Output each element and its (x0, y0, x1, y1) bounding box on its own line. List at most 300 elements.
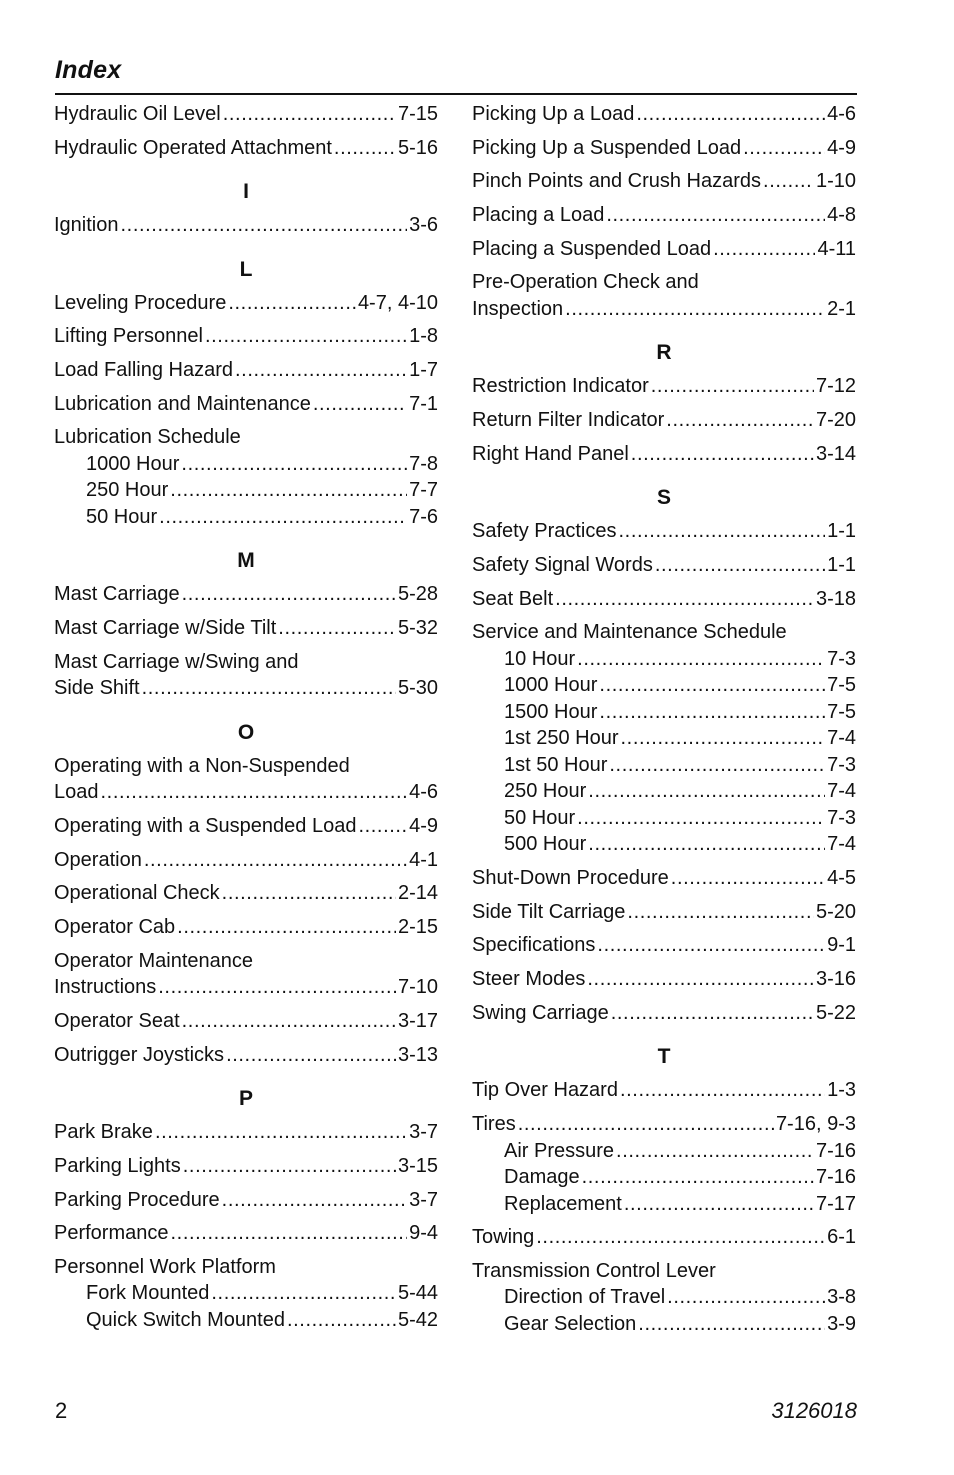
dot-leader (211, 1280, 396, 1307)
page-reference: 1-10 (815, 170, 856, 193)
entry-term: 50 Hour (504, 806, 576, 829)
index-entry-line (54, 1153, 438, 1180)
entry-term: Parking Procedure (54, 1188, 220, 1211)
dot-leader (713, 236, 815, 263)
page-reference: 7-3 (827, 806, 856, 829)
section-letter: P (238, 1087, 253, 1111)
index-entry-line (472, 932, 856, 959)
page-reference: 3-15 (397, 1154, 438, 1177)
entry-term: Air Pressure (504, 1139, 615, 1162)
entry-term: Operator Cab (54, 916, 176, 939)
page-reference: 3-18 (815, 587, 856, 610)
entry-term: Lifting Personnel (54, 325, 203, 348)
index-entry-line (472, 135, 856, 162)
entry-term: Mast Carriage (54, 583, 180, 606)
entry-term: Operating with a Suspended Load (54, 815, 357, 837)
entry-term: 1500 Hour (504, 700, 598, 723)
dot-leader (205, 323, 407, 350)
dot-leader (597, 932, 825, 959)
page-reference: 3-13 (397, 1043, 438, 1066)
page-reference: 7-17 (815, 1192, 856, 1215)
entry-term: Specifications (472, 934, 596, 957)
page-reference: 1-1 (827, 520, 856, 543)
page-reference: 5-28 (397, 583, 438, 606)
page-reference: 7-3 (827, 753, 856, 776)
dot-leader (636, 101, 825, 128)
dot-leader (101, 779, 408, 806)
entry-term: Placing a Suspended Load (472, 237, 712, 260)
page-reference: 3-8 (827, 1286, 856, 1309)
page-reference: 4-8 (827, 204, 856, 227)
page-reference: 3-17 (397, 1009, 438, 1032)
page-reference: 4-1 (409, 848, 438, 871)
dot-leader (177, 914, 396, 941)
page-reference: 2-15 (397, 916, 438, 939)
dot-leader (599, 699, 825, 726)
page-reference: 2-14 (397, 882, 438, 905)
index-entry (54, 424, 438, 530)
entry-term: Park Brake (54, 1121, 153, 1144)
entry-term: Service and Maintenance Schedule (472, 621, 787, 644)
index-entry (54, 914, 438, 941)
index-section (472, 101, 856, 322)
index-subentry (472, 752, 856, 779)
page-reference: 4-6 (827, 103, 856, 125)
dot-leader (287, 1307, 396, 1334)
index-entry (54, 101, 438, 128)
index-entry-line (54, 212, 438, 239)
index-entry-line (54, 813, 438, 840)
index-section (472, 339, 856, 467)
index-entry-line (54, 779, 438, 806)
index-entry (472, 441, 856, 468)
dot-leader (182, 1008, 396, 1035)
index-entry (54, 357, 438, 384)
dot-leader (222, 880, 396, 907)
page-reference: 4-9 (827, 136, 856, 159)
page-reference: 5-32 (397, 617, 438, 640)
entry-term: Load Falling Hazard (54, 359, 233, 382)
index-entry-line (472, 1111, 856, 1138)
entry-term: Lubrication and Maintenance (54, 392, 311, 415)
index-entry (54, 813, 438, 840)
index-entry-line (54, 357, 438, 384)
entry-term: Side Shift (54, 677, 140, 700)
page-reference: 4-11 (817, 237, 856, 260)
page-reference: 7-10 (397, 976, 438, 999)
page-reference: 3-6 (409, 214, 438, 237)
section-letter: R (656, 341, 672, 365)
index-entry-line (472, 552, 856, 579)
index-entry-line (472, 1077, 856, 1104)
index-entry-line (472, 1000, 856, 1027)
dot-leader (181, 451, 407, 478)
index-entry (472, 1224, 856, 1251)
page-reference: 7-16 (815, 1166, 856, 1188)
index-column-right (472, 101, 856, 1345)
entry-term: Leveling Procedure (54, 291, 227, 314)
entry-term: Parking Lights (54, 1154, 181, 1177)
index-entry-line (54, 675, 438, 702)
entry-term: Placing a Load (472, 204, 605, 227)
section-letter: I (243, 180, 249, 204)
section-letter: M (237, 549, 255, 573)
index-entry-line (54, 1008, 438, 1035)
entry-term: Direction of Travel (504, 1286, 666, 1309)
page-reference: 7-12 (815, 375, 856, 398)
section-letter: S (656, 486, 671, 510)
index-entry (54, 1220, 438, 1247)
index-section (472, 1043, 856, 1337)
page-number: 2 (55, 1398, 68, 1423)
dot-leader (142, 675, 396, 702)
index-entry-line (54, 1042, 438, 1069)
index-entry-line (54, 753, 438, 780)
dot-leader (611, 1000, 814, 1027)
index-entry-line (472, 899, 856, 926)
entry-term: Swing Carriage (472, 1001, 609, 1024)
index-entry (472, 168, 856, 195)
index-entry (472, 619, 856, 858)
dot-leader (582, 1164, 814, 1191)
index-column-left (54, 101, 438, 1341)
document-number: 3126018 (771, 1398, 857, 1423)
index-entry (54, 847, 438, 874)
dot-leader (555, 586, 814, 613)
dot-leader (651, 373, 814, 400)
dot-leader (121, 212, 408, 239)
page-reference: 5-42 (397, 1308, 438, 1331)
index-entry (472, 932, 856, 959)
entry-term: Ignition (54, 214, 119, 237)
entry-term: Picking Up a Suspended Load (472, 136, 742, 159)
entry-term: Fork Mounted (86, 1282, 210, 1305)
index-subentry (54, 451, 438, 478)
index-entry-line (54, 391, 438, 418)
entry-term: 250 Hour (86, 479, 169, 502)
entry-term: Seat Belt (472, 587, 554, 610)
index-entry-line (54, 1254, 438, 1281)
index-entry-line (472, 1258, 856, 1285)
index-subentry (472, 1138, 856, 1165)
index-entry (54, 581, 438, 608)
page-reference: 3-16 (815, 968, 856, 991)
index-entry-line (54, 974, 438, 1001)
page-reference: 7-8 (409, 452, 438, 475)
page-reference: 7-3 (827, 647, 856, 670)
page-reference: 1-3 (827, 1079, 856, 1102)
index-entry-line (54, 581, 438, 608)
dot-leader (631, 441, 814, 468)
dot-leader (158, 974, 396, 1001)
page-reference: 7-1 (409, 392, 438, 415)
index-section (54, 547, 438, 701)
index-entry-line (54, 290, 438, 317)
index-entry (54, 615, 438, 642)
dot-leader (621, 725, 826, 752)
index-entry-line (54, 847, 438, 874)
page-reference: 3-7 (409, 1188, 438, 1211)
index-entry (54, 212, 438, 239)
entry-term: Replacement (504, 1192, 622, 1215)
dot-leader (278, 615, 396, 642)
index-entry (54, 753, 438, 806)
entry-term: Lubrication Schedule (54, 426, 241, 449)
index-subentry (472, 646, 856, 673)
index-entry-line (54, 1187, 438, 1214)
index-entry (472, 966, 856, 993)
page-reference: 5-30 (397, 677, 438, 700)
index-entry-line (54, 948, 438, 975)
entry-term: Operating with a Non-Suspended (54, 754, 350, 777)
dot-leader (577, 646, 825, 673)
header-divider (55, 93, 857, 95)
index-entry-line (472, 441, 856, 468)
page-reference: 7-4 (827, 727, 856, 750)
page-reference: 7-15 (397, 103, 438, 125)
index-entry-line (54, 615, 438, 642)
index-entry-line (54, 1220, 438, 1247)
entry-term: Safety Signal Words (472, 554, 653, 576)
index-entry-line (54, 649, 438, 676)
dot-leader (599, 672, 825, 699)
index-entry-line (472, 407, 856, 434)
index-entry-line (472, 168, 856, 195)
index-section (472, 484, 856, 1026)
page-reference: 4-7, 4-10 (357, 291, 438, 314)
index-subentry (472, 1164, 856, 1191)
section-letter: O (237, 720, 255, 744)
dot-leader (222, 1187, 407, 1214)
page-reference: 7-7 (409, 479, 438, 502)
index-entry (472, 1077, 856, 1104)
dot-leader (518, 1111, 774, 1138)
dot-leader (638, 1311, 825, 1338)
index-subentry (472, 1191, 856, 1218)
index-entry-line (54, 101, 438, 128)
index-section (54, 1085, 438, 1333)
index-entry-line (472, 202, 856, 229)
dot-leader (667, 1284, 825, 1311)
index-entry (472, 269, 856, 322)
index-subentry (472, 672, 856, 699)
entry-term: 500 Hour (504, 833, 587, 856)
index-entry-line (472, 101, 856, 128)
index-subentry (472, 778, 856, 805)
dot-leader (144, 847, 407, 874)
dot-leader (159, 504, 407, 531)
dot-leader (183, 1153, 396, 1180)
dot-leader (358, 813, 407, 840)
index-subentry (472, 1311, 856, 1338)
index-entry (54, 880, 438, 907)
dot-leader (235, 357, 407, 384)
index-entry (472, 1111, 856, 1217)
entry-term: Picking Up a Load (472, 103, 635, 125)
entry-term: Hydraulic Oil Level (54, 103, 221, 125)
page-reference: 3-7 (409, 1121, 438, 1144)
index-subentry (54, 504, 438, 531)
dot-leader (565, 296, 825, 323)
index-entry-line (54, 880, 438, 907)
entry-term: Pinch Points and Crush Hazards (472, 170, 762, 193)
entry-term: Restriction Indicator (472, 375, 649, 398)
index-entry-line (472, 296, 856, 323)
index-entry (472, 407, 856, 434)
index-entry (54, 649, 438, 702)
dot-leader (226, 1042, 396, 1069)
entry-term: Gear Selection (504, 1312, 637, 1335)
entry-term: Quick Switch Mounted (86, 1308, 285, 1331)
page-reference: 7-5 (827, 700, 856, 723)
index-entry (472, 518, 856, 545)
index-entry (472, 586, 856, 613)
index-subentry (54, 477, 438, 504)
dot-leader (170, 477, 407, 504)
dot-leader (606, 202, 825, 229)
entry-term: Mast Carriage w/Side Tilt (54, 617, 277, 640)
entry-term: 1st 50 Hour (504, 753, 608, 776)
entry-term: Instructions (54, 976, 157, 999)
entry-term: Operational Check (54, 882, 220, 905)
dot-leader (171, 1220, 408, 1247)
index-entry (54, 1119, 438, 1146)
entry-term: Performance (54, 1222, 169, 1245)
entry-term: Right Hand Panel (472, 442, 629, 465)
dot-leader (763, 168, 814, 195)
index-entry (54, 1008, 438, 1035)
index-section (54, 178, 438, 239)
index-entry-line (472, 373, 856, 400)
dot-leader (588, 778, 825, 805)
index-entry (472, 552, 856, 579)
index-entry (472, 101, 856, 128)
entry-term: Personnel Work Platform (54, 1255, 276, 1278)
page-reference: 5-22 (815, 1001, 856, 1024)
page-reference: 7-16, 9-3 (775, 1113, 856, 1135)
dot-leader (627, 899, 814, 926)
entry-term: Tip Over Hazard (472, 1079, 618, 1102)
page-reference: 7-5 (827, 674, 856, 697)
dot-leader (155, 1119, 407, 1146)
entry-term: Tires (472, 1113, 516, 1135)
index-entry (54, 323, 438, 350)
dot-leader (577, 805, 825, 832)
index-subentry (472, 699, 856, 726)
index-entry-line (472, 1224, 856, 1251)
dot-leader (587, 966, 814, 993)
index-entry-line (472, 966, 856, 993)
page-reference: 7-6 (409, 505, 438, 528)
entry-term: 250 Hour (504, 780, 587, 803)
page-reference: 3-14 (815, 442, 856, 465)
dot-leader (743, 135, 825, 162)
index-entry-line (54, 323, 438, 350)
dot-leader (671, 865, 825, 892)
dot-leader (182, 581, 396, 608)
index-entry (472, 1000, 856, 1027)
page-reference: 6-1 (827, 1226, 856, 1249)
index-entry-line (54, 914, 438, 941)
dot-leader (624, 1191, 814, 1218)
index-entry (54, 1153, 438, 1180)
index-entry-line (472, 586, 856, 613)
index-entry (472, 236, 856, 263)
section-letter: T (657, 1045, 671, 1069)
index-entry (472, 135, 856, 162)
dot-leader (655, 552, 825, 579)
page-title: Index (55, 56, 122, 84)
entry-term: Safety Practices (472, 520, 617, 543)
entry-term: 1000 Hour (86, 452, 180, 475)
page-reference: 1-7 (409, 359, 438, 382)
index-entry-line (472, 269, 856, 296)
entry-term: Operator Seat (54, 1009, 180, 1032)
index-entry-line (472, 518, 856, 545)
page-reference: 4-9 (409, 815, 438, 837)
index-entry (472, 1258, 856, 1338)
dot-leader (620, 1077, 825, 1104)
index-subentry (54, 1307, 438, 1334)
index-entry (54, 135, 438, 162)
page-reference: 4-5 (827, 867, 856, 890)
page-reference: 7-4 (827, 780, 856, 803)
index-entry-line (472, 619, 856, 646)
index-entry (472, 899, 856, 926)
page-reference: 4-6 (409, 781, 438, 804)
dot-leader (588, 831, 825, 858)
entry-term: Steer Modes (472, 968, 586, 991)
index-entry (54, 948, 438, 1001)
section-letter: L (239, 257, 253, 281)
index-entry-line (54, 135, 438, 162)
entry-term: 10 Hour (504, 647, 576, 670)
index-subentry (472, 725, 856, 752)
entry-term: 1000 Hour (504, 674, 598, 697)
page-reference: 5-44 (397, 1282, 438, 1305)
index-entry (472, 373, 856, 400)
dot-leader (228, 290, 356, 317)
index-entry (54, 1254, 438, 1334)
index-subentry (472, 831, 856, 858)
index-entry (472, 202, 856, 229)
page-reference: 9-4 (409, 1222, 438, 1245)
page-reference: 1-1 (827, 554, 856, 576)
entry-term: Outrigger Joysticks (54, 1043, 225, 1066)
dot-leader (536, 1224, 825, 1251)
entry-term: Load (54, 781, 99, 804)
index-section (54, 719, 438, 1068)
index-entry (54, 391, 438, 418)
entry-term: 1st 250 Hour (504, 727, 619, 750)
entry-term: Operation (54, 848, 142, 871)
entry-term: Return Filter Indicator (472, 409, 665, 432)
index-entry (472, 865, 856, 892)
dot-leader (616, 1138, 814, 1165)
page-reference: 7-20 (815, 409, 856, 432)
dot-leader (223, 101, 396, 128)
dot-leader (666, 407, 814, 434)
entry-term: Shut-Down Procedure (472, 867, 669, 890)
entry-term: Operator Maintenance (54, 949, 254, 972)
dot-leader (619, 518, 826, 545)
dot-leader (334, 135, 396, 162)
entry-term: Hydraulic Operated Attachment (54, 136, 332, 159)
entry-term: Inspection (472, 297, 564, 320)
index-entry (54, 1042, 438, 1069)
entry-term: Towing (472, 1226, 535, 1249)
dot-leader (313, 391, 407, 418)
